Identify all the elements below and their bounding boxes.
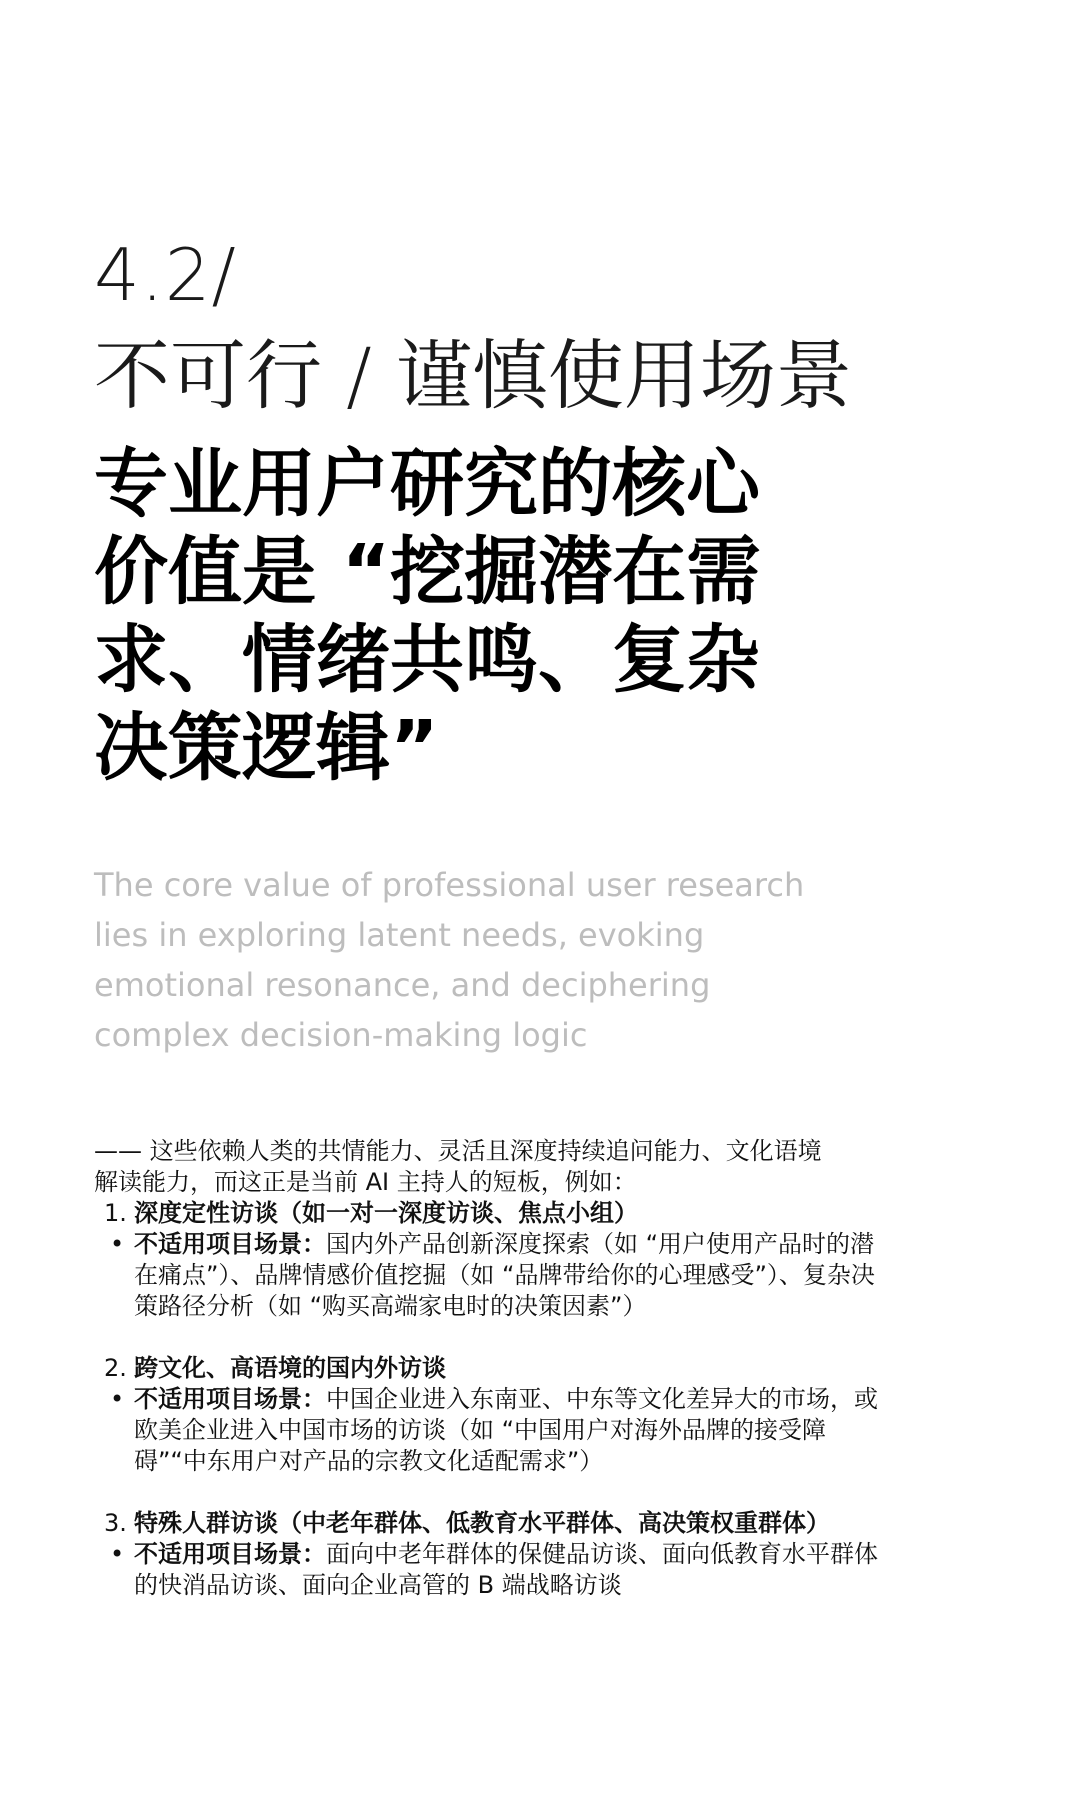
case-title [94,1508,894,1539]
english-subtitle [94,860,854,1060]
english-subtitle-line: complex decision-making logic [94,1016,588,1054]
intro-line: 解读能力，而这正是当前 AI 主持人的短板，例如： [94,1168,637,1196]
case-title [94,1353,894,1384]
case-label: 不适用项目场景： [134,1385,326,1413]
case-title [94,1198,894,1229]
english-subtitle-line: lies in exploring latent needs, evoking [94,916,705,954]
case-item [94,1508,894,1601]
case-item [94,1198,894,1322]
english-subtitle-line: The core value of professional user research [94,866,805,904]
case-list [94,1198,894,1601]
case-title-text: 跨文化、高语境的国内外访谈 [134,1354,446,1382]
case-bullet [94,1539,894,1601]
bullet-dot: • [110,1385,125,1413]
headline-line: 价值是 “挖掘潜在需 [94,529,761,615]
headline-line: 专业用户研究的核心 [94,441,760,527]
headline-line: 求、情绪共鸣、复杂 [94,617,760,703]
bullet-dot: • [110,1230,125,1258]
case-label: 不适用项目场景： [134,1540,326,1568]
case-number: 2. [104,1354,127,1382]
case-text: 国内外产品创新深度探索（如 “用户使用产品时的潜在痛点”）、品牌情感价值挖掘（如 “品牌带给你的心理感受”）、复杂决策路径分析（如 “购买高端家电时的决策因素”） [134,1230,875,1320]
body-block [94,1136,894,1632]
case-number: 1. [104,1199,127,1227]
intro-paragraph [94,1136,894,1198]
bullet-dot: • [110,1540,125,1568]
section-title: 不可行 / 谨慎使用场景 [94,331,852,420]
case-text: 中国企业进入东南亚、中东等文化差异大的市场，或欧美企业进入中国市场的访谈（如 “中国用户对海外品牌的接受障碍”“中东用户对产品的宗教文化适配需求”） [134,1385,878,1475]
headline-line: 决策逻辑” [94,705,439,791]
case-text: 面向中老年群体的保健品访谈、面向低教育水平群体的快消品访谈、面向企业高管的 B 端战略访谈 [134,1540,878,1599]
case-number: 3. [104,1509,127,1537]
case-label: 不适用项目场景： [134,1230,326,1258]
intro-line: —— 这些依赖人类的共情能力、灵活且深度持续追问能力、文化语境 [94,1137,822,1165]
case-bullet [94,1384,894,1477]
case-title-text: 深度定性访谈（如一对一深度访谈、焦点小组） [134,1199,638,1227]
case-title-text: 特殊人群访谈（中老年群体、低教育水平群体、高决策权重群体） [134,1509,830,1537]
headline [94,440,794,792]
section-number: 4.2/ [94,233,237,317]
case-item [94,1353,894,1477]
case-bullet [94,1229,894,1322]
english-subtitle-line: emotional resonance, and deciphering [94,966,711,1004]
